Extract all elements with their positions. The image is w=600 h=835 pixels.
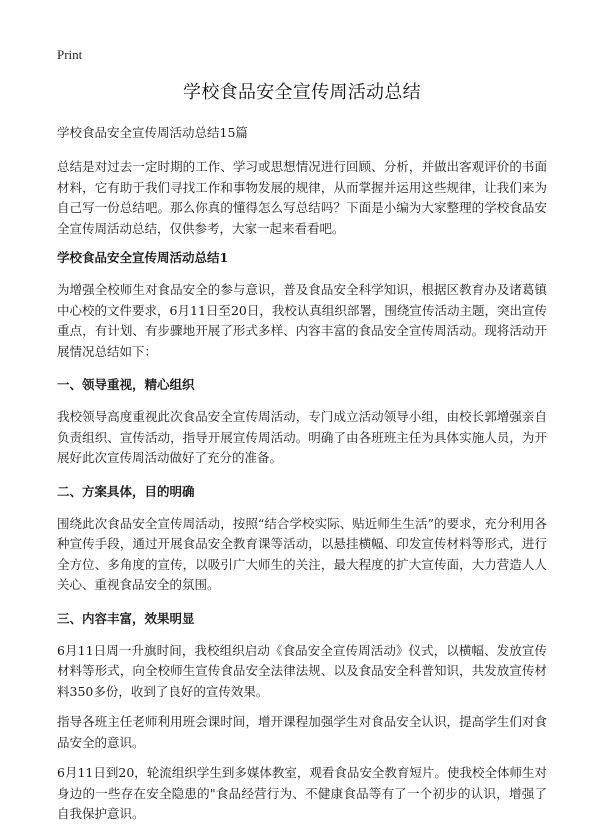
section-intro-paragraph: 为增强全校师生对食品安全的参与意识，普及食品安全科学知识，根据区教育办及诸葛镇中心校的文件要求，6月11日至20日，我校认真组织部署，围绕宣传活动主题，突出宣传重点，有计划、有步骤地开展了形式多样、内容丰富的食品安全宣传周活动。现将活动开展情况总结如下： [57, 282, 547, 359]
document-subtitle: 学校食品安全宣传周活动总结15篇 [57, 125, 248, 140]
heading-content: 三、内容丰富，效果明显 [57, 610, 195, 626]
section-title: 学校食品安全宣传周活动总结1 [57, 250, 229, 265]
paragraph-leadership: 我校领导高度重视此次食品安全宣传周活动，专门成立活动领导小组，由校长郭增强亲自负责组织、宣传活动，指导开展宣传周活动。明确了由各班班主任为具体实施人员，为开展好此次宣传周活动做好了充分的准备。 [57, 409, 547, 465]
paragraph-ceremony: 6月11日周一升旗时间，我校组织启动《食品安全宣传周活动》仪式，以横幅、发放宣传材料等形式，向全校师生宣传食品安全法律法规、以及食品安全科普知识，共发放宣传材料350多份，收到了良好的宣传效果。 [57, 642, 547, 699]
heading-plan: 二、方案具体，目的明确 [57, 483, 195, 499]
paragraph-class-meeting: 指导各班主任老师利用班会课时间，增开课程加强学生对食品安全认识，提高学生们对食品安全的意识。 [57, 714, 547, 750]
print-link[interactable]: Print [57, 47, 83, 62]
paragraph-video: 6月11日到20，轮流组织学生到多媒体教室，观看食品安全教育短片。使我校全体师生对身边的一些存在安全隐患的"食品经营行为、不健康食品等有了一个初步的认识，增强了自我保护意识。 [57, 765, 547, 821]
document [57, 78, 547, 835]
heading-leadership: 一、领导重视，精心组织 [57, 377, 195, 392]
page-title: 学校食品安全宣传周活动总结 [183, 82, 421, 103]
paragraph-plan: 围绕此次食品安全宣传周活动，按照“结合学校实际、贴近师生生活”的要求，充分利用各种宣传手段，通过开展食品安全教育课等活动，以悬挂横幅、印发宣传材料等形式，进行全方位、多角度的宣传，以吸引广大师生的关注，最大程度的扩大宣传面，大力营造人人关心、重视食品安全的氛围。 [57, 515, 547, 592]
intro-paragraph: 总结是对过去一定时期的工作、学习或思想情况进行回顾、分析，并做出客观评价的书面材料，它有助于我们寻找工作和事物发展的规律，从而掌握并运用这些规律，让我们来为自己写一份总结吧。那么你真的懂得怎么写总结吗？下面是小编为大家整理的学校食品安全宣传周活动总结，仅供参考，大家一起来看看吧。 [57, 159, 547, 236]
